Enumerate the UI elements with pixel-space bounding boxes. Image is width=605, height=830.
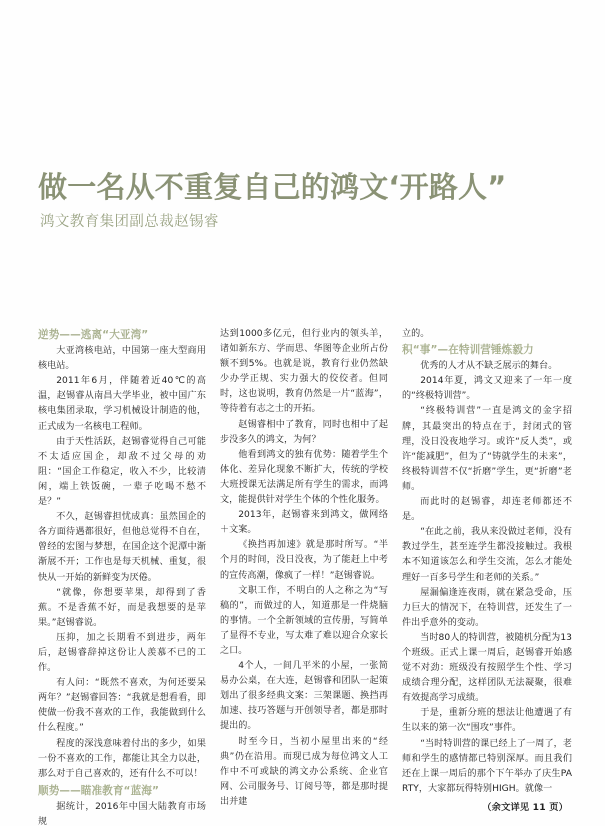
- paragraph: 《换挡再加速》就是那时所写。“半个月的时间，没日没夜，为了能赶上中考的宣传高潮，像疯了一样！”赵锡睿说。: [220, 540, 388, 581]
- paragraph: 而此时的赵锡睿，却连老师都还不是。: [402, 497, 572, 523]
- paragraph: 由于天性活跃，赵锡睿觉得自己可能不太适应国企，却敌不过父母的劝阻：“国企工作稳定，收入不少，比较清闲，端上铁饭碗，一辈子吃喝不愁不是？”: [38, 436, 206, 508]
- paragraph: “终极特训营”一直是鸿文的金字招牌，其最突出的特点在于，封闭式的管理，没日没夜地学习。或许“反人类”，或许“能减肥”，但为了“铸就学生的未来”，终极特训营不仅“折磨”学生，更“折磨”老师。: [402, 406, 572, 492]
- continued-on-page-note: （余文详见 11 页）: [482, 801, 568, 813]
- section-heading-3: 积“事”—在特训营锤炼毅力: [402, 344, 534, 357]
- paragraph: 2014年夏，鸿文又迎来了一年一度的“终极特训营”。: [402, 376, 572, 402]
- paragraph: 2013年，赵锡睿来到鸿文，做网络＋文案。: [220, 510, 388, 536]
- paragraph: 压抑，加之长期看不到进步，两年后，赵锡睿辞掉这份让人羡慕不已的工作。: [38, 632, 206, 674]
- paragraph: 赵锡睿相中了教育，同时也相中了起步没多久的鸿文，为何？: [220, 419, 388, 445]
- paragraph: 有人问：“既然不喜欢，为何还要呆两年？”赵锡睿回答：“我就是想看看，即使做一份我不喜欢的工作，我能做到什么什么程度。”: [38, 678, 206, 734]
- section-heading-2: 顺势——瞄准教育“蓝海”: [38, 784, 160, 797]
- paragraph: 当时80人的特训营，被随机分配为13个班级。正式上课一周后，赵锡睿开始感觉不对劲：班级没有按照学生个性、学习成绩合理分配，这样团队无法凝聚，很难有效提高学习成绩。: [402, 632, 572, 704]
- body-column-2: [220, 327, 388, 810]
- paragraph: 4个人，一间几平米的小屋，一张简易办公桌，在大连，赵锡睿和团队一起策划出了很多经典文案：三架课题、换挡再加速、技巧答题与开创领导者，都是那时提出的。: [220, 661, 388, 732]
- body-column-3: [402, 327, 572, 815]
- paragraph: 不久，赵锡睿担忧成真：虽然国企的各方面待遇都很好，但他总觉得不自在，曾经的宏图与梦想，在国企这个泥潭中渐渐展不开；工作也是每天机械、重复，很快从一开始的新鲜变为厌倦。: [38, 512, 206, 583]
- section-heading-1: 逆势——逃离“大亚湾”: [38, 329, 149, 341]
- paragraph: 立的。: [402, 329, 430, 339]
- paragraph: 时至今日，当初小屋里出来的“经典”仍在沿用。而现已成为每位鸿文人工作中不可或缺的鸿文办公系统、企业官网、公司服务号、订阅号等，都是那时提出并建: [220, 736, 388, 807]
- paragraph: 文职工作，不明白的人之称之为“写稿的”，而做过的人，知道那是一件烧脑的事情。一个全新领域的宣传册，写简单了显得不专业，写太难了难以迎合众家长之口。: [220, 585, 388, 656]
- article-title: 做一名从不重复自己的鸿文‘开路人”: [38, 170, 507, 204]
- paragraph: “在此之前，我从来没做过老师，没有教过学生，甚至连学生都没接触过。我根本不知道该怎么和学生交流，怎么才能处理好一百多号学生和老师的关系。”: [402, 527, 572, 583]
- paragraph: 据统计，2016年中国大陆教育市场规: [38, 801, 206, 827]
- article-header: [38, 170, 568, 232]
- paragraph: 大亚湾核电站，中国第一座大型商用核电站。: [38, 346, 206, 372]
- body-column-1: [38, 327, 206, 830]
- paragraph: “当时特训营的课已经上了一周了，老师和学生的感情都已特别深厚。而且我们还在上课一周后的那个下午举办了庆生PARTY，大家都玩得特别HIGH。就像一: [402, 738, 572, 794]
- article-subtitle: 鸿文教育集团副总裁赵锡睿: [40, 214, 219, 231]
- paragraph: 2011年6月，伴随着近40℃的高温，赵锡睿从南昌大学毕业，被中国广东核电集团录取，学习机械设计制造的他，正式成为一名核电工程师。: [38, 376, 206, 432]
- paragraph: 他看到鸿文的独有优势：随着学生个体化、差异化现象不断扩大，传统的学校大班授课无法满足所有学生的需求，而鸿文，能提供针对学生个体的个性化服务。: [220, 449, 388, 506]
- paragraph: 于是，重新分班的想法让他遭遇了有生以来的第一次“围攻”事件。: [402, 708, 572, 734]
- paragraph: 程度的深浅意味着付出的多少，如果一份不喜欢的工作，都能让其全力以赴，那么对于自己喜欢的，还有什么不可以！: [38, 738, 206, 779]
- article-body-columns: [38, 327, 572, 827]
- paragraph: 屋漏偏逢连夜雨，就在紧急受命，压力巨大的情况下，在特训营，还发生了一件出乎意外的变动。: [402, 587, 572, 628]
- paragraph: “就像，你想要苹果，却得到了香蕉。不是香蕉不好，而是我想要的是苹果。”赵锡睿说。: [38, 587, 206, 628]
- paragraph: 优秀的人才从不缺乏展示的舞台。: [420, 361, 558, 372]
- paragraph: 达到1000多亿元，但行业内的领头羊，诸如新东方、学而思、华图等企业所占份额不到5%。也就是说，教育行业仍然缺少办学正规、实力强大的佼佼者。但同时，这也说明，教育仍然是一片“蓝海”，等待着有志之士的开拓。: [220, 329, 388, 415]
